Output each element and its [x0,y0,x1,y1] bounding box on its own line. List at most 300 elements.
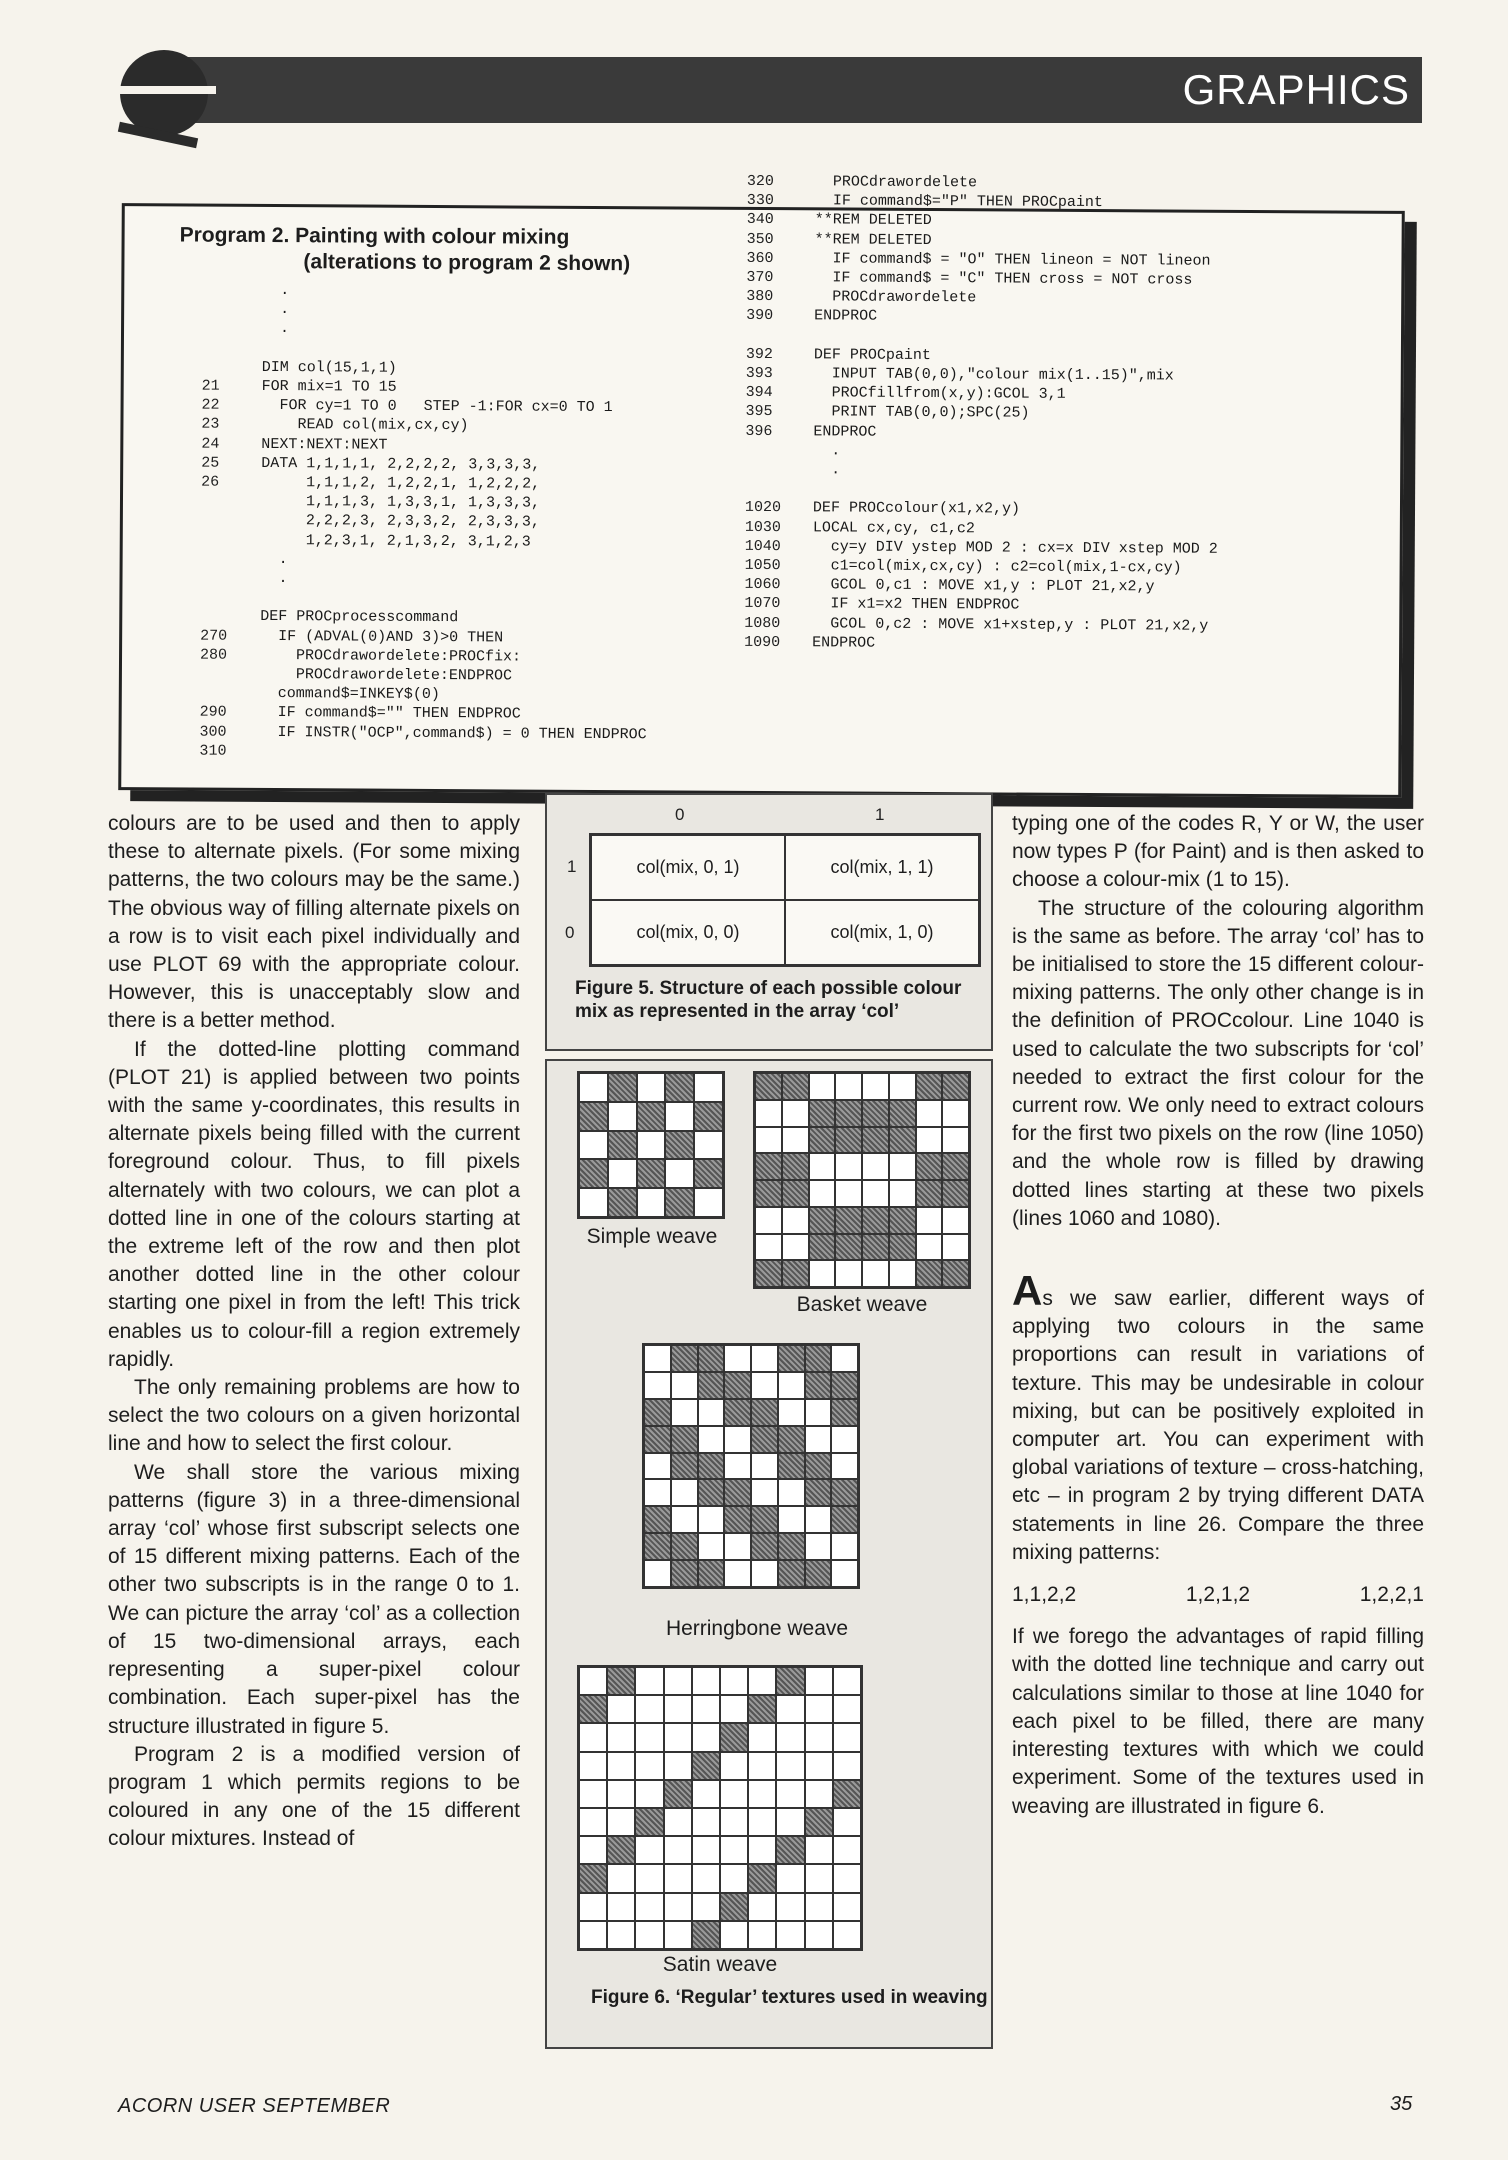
program-listing [118,172,1405,798]
fig5-col-label: 0 [675,805,685,824]
paragraph: If we forego the advantages of rapid filling with the dotted line technique and carry out calculations similar to those at line 1040 for each pixel to be filled, there are many interesting textures with which we could experiment. Some of the textures used in weaving are illustrated in figure 6. [1012,1625,1424,1818]
weave-cell [644,1426,671,1453]
weave-cell [724,1506,751,1533]
weave-cell [665,1102,694,1131]
weave-cell [748,1667,776,1695]
right-code: PROCdrawordelete IF command$="P" THEN PROCpaint **REM DELETED **REM DELETED IF command$ = "O" THEN lineon = NOT lineon IF command$ = "C" THEN cross = NOT cross PROCdrawordelete ENDPROC DEF PROCpaint INPUT TAB(0,0),"colour mix(1..15)",mix PROCfillfrom(x,y):GCOL 3,1 PRINT TAB(0,0);SPC(25) ENDPROC . . DEF PROCcolour(x1,x2,y) LOCAL cx,cy, c1,c2 cy=y DIV ystep MOD 2 : cx=x DIV xstep MOD 2 c1=col(mix,cx,cy) : c2=col(mix,1-cx,cy) GCOL 0,c1 : MOVE x1,y : PLOT 21,x2,y IF x1=x2 THEN ENDPROC GCOL 0,c2 : MOVE x1+xstep,y : PLOT 21,x2,y ENDPROC [812,173,1218,652]
program-title-sub: (alterations to program 2 shown) [303,250,631,276]
weave-cell [664,1893,692,1921]
simple-weave-label: Simple weave [586,1225,718,1248]
weave-cell [862,1073,889,1100]
weave-cell [665,1188,694,1217]
weave-cell [809,1260,836,1287]
weave-cell [916,1260,943,1287]
weave-cell [776,1667,804,1695]
weave-cell [751,1426,778,1453]
weave-cell [637,1159,666,1188]
simple-weave-pattern [577,1071,725,1219]
weave-cell [809,1100,836,1127]
left-code: . . . DIM col(15,1,1) FOR mix=1 TO 15 FOR cy=1 TO 0 STEP -1:FOR cx=0 TO 1 READ col(mix,cx,cy) NEXT:NEXT:NEXT DATA 1,1,1,1, 2,2,2,2, 3,3,3,3, 1,1,1,2, 1,2,2,1, 1,2,2,2, 1,1,1,3, 1,3,3,1, 1,3,3,3, 2,2,2,3, 2,3,3,2, 2,3,3,3, 1,2,3,1, 2,1,3,2, 3,1,2,3 . . DEF PROCprocesscommand IF (ADVAL(0)AND 3)>0 THEN PROCdrawordelete:PROCfix: PROCdrawordelete:ENDPROC command$=INKEY$(0) IF command$="" THEN ENDPROC IF INSTR("OCP",command$) = 0 THEN ENDPROC [259,281,647,743]
mix-pattern: 1,2,1,2 [1185,1583,1251,1607]
fig5-row-label: 0 [565,923,575,942]
weave-cell [778,1479,805,1506]
weave-cell [755,1234,782,1261]
weave-cell [579,1159,608,1188]
weave-cell [776,1921,804,1949]
fig5-col-label: 1 [875,805,885,824]
weave-cell [694,1131,723,1160]
weave-cell [782,1207,809,1234]
weave-cell [835,1100,862,1127]
weave-cell [607,1836,635,1864]
weave-cell [755,1153,782,1180]
weave-cell [776,1780,804,1808]
weave-cell [751,1372,778,1399]
weave-cell [720,1723,748,1751]
right-column [1012,810,1424,1821]
weave-cell [635,1836,663,1864]
fig6-caption: Figure 6. ‘Regular’ textures used in weaving [591,1987,988,2008]
weave-cell [942,1153,969,1180]
weave-cell [805,1836,833,1864]
weave-cell [671,1560,698,1587]
weave-cell [782,1127,809,1154]
weave-cell [809,1127,836,1154]
weave-cell [665,1159,694,1188]
weave-cell [782,1153,809,1180]
paragraph: Program 2 is a modified version of program 1 which permits regions to be coloured in any one of the 15 different colour mixtures. Instead of [108,1742,520,1851]
weave-cell [607,1667,635,1695]
weave-cell [635,1752,663,1780]
weave-cell [831,1506,858,1533]
weave-cell [664,1752,692,1780]
weave-cell [889,1260,916,1287]
weave-cell [833,1864,861,1892]
weave-cell [782,1260,809,1287]
weave-cell [942,1127,969,1154]
weave-cell [835,1153,862,1180]
weave-cell [607,1864,635,1892]
weave-cell [809,1153,836,1180]
weave-cell [698,1453,725,1480]
weave-cell [833,1808,861,1836]
weave-cell [644,1372,671,1399]
weave-cell [942,1180,969,1207]
weave-cell [916,1207,943,1234]
weave-cell [778,1506,805,1533]
weave-cell [698,1533,725,1560]
weave-cell [835,1180,862,1207]
weave-cell [748,1921,776,1949]
weave-cell [805,1723,833,1751]
fig5-caption: Figure 5. Structure of each possible colour mix as represented in the array ‘col’ [575,978,962,1022]
weave-cell [664,1667,692,1695]
weave-cell [637,1188,666,1217]
weave-cell [833,1780,861,1808]
weave-cell [942,1100,969,1127]
weave-cell [805,1864,833,1892]
weave-cell [579,1723,607,1751]
weave-cell [805,1453,832,1480]
weave-cell [805,1808,833,1836]
weave-cell [692,1808,720,1836]
weave-cell [831,1533,858,1560]
weave-cell [776,1723,804,1751]
weave-cell [755,1180,782,1207]
weave-cell [724,1533,751,1560]
weave-cell [889,1127,916,1154]
weave-cell [720,1695,748,1723]
weave-cell [671,1506,698,1533]
weave-cell [635,1808,663,1836]
figure-6 [545,1059,993,2049]
weave-cell [720,1808,748,1836]
paragraph-text: s we saw earlier, different ways of applying two colours in the same proportions can result in variations of texture. This may be undesirable in colour mixing, but can be positively exploited in computer art. You can experiment with global variations of texture – cross-hatching, etc – in program 2 by trying different DATA statements in line 26. Compare the three mixing patterns: [1012,1287,1424,1564]
weave-cell [833,1921,861,1949]
weave-cell [751,1453,778,1480]
weave-cell [809,1180,836,1207]
weave-cell [579,1102,608,1131]
weave-cell [748,1864,776,1892]
weave-cell [692,1921,720,1949]
weave-cell [776,1695,804,1723]
weave-cell [805,1426,832,1453]
weave-cell [831,1479,858,1506]
weave-cell [831,1560,858,1587]
weave-cell [694,1102,723,1131]
weave-cell [835,1260,862,1287]
weave-cell [579,1188,608,1217]
weave-cell [644,1479,671,1506]
figure-5 [545,793,993,1051]
weave-cell [665,1073,694,1102]
left-column [108,810,520,1854]
weave-cell [833,1723,861,1751]
weave-cell [720,1752,748,1780]
weave-cell [942,1260,969,1287]
weave-cell [692,1836,720,1864]
weave-cell [720,1667,748,1695]
weave-cell [644,1560,671,1587]
drop-cap: A [1012,1267,1043,1315]
weave-cell [782,1100,809,1127]
weave-cell [698,1479,725,1506]
weave-cell [692,1893,720,1921]
weave-cell [664,1836,692,1864]
weave-cell [833,1893,861,1921]
weave-cell [833,1695,861,1723]
weave-cell [862,1207,889,1234]
weave-cell [916,1153,943,1180]
weave-cell [805,1695,833,1723]
weave-cell [664,1723,692,1751]
weave-cell [755,1207,782,1234]
weave-cell [637,1102,666,1131]
weave-cell [755,1127,782,1154]
weave-cell [755,1100,782,1127]
weave-cell [748,1723,776,1751]
weave-cell [579,1073,608,1102]
weave-cell [831,1426,858,1453]
paragraph: If the dotted-line plotting command (PLOT 21) is applied between two points with the same y-coordinates, this results in alternate pixels being filled with the current foreground colour. Thus, to fill pixels alternately with two colours, we can plot a dotted line in one of the colours starting at the extreme left of the row and then plot another dotted line in the other colour starting one pixel in from the left! This trick enables us to colour-fill a region extremely rapidly. [108,1037,520,1371]
weave-cell [692,1780,720,1808]
weave-cell [644,1399,671,1426]
weave-cell [835,1127,862,1154]
weave-cell [671,1453,698,1480]
weave-cell [637,1131,666,1160]
weave-cell [608,1073,637,1102]
weave-cell [635,1864,663,1892]
weave-cell [720,1780,748,1808]
weave-cell [748,1808,776,1836]
weave-cell [748,1752,776,1780]
weave-cell [809,1207,836,1234]
weave-cell [776,1893,804,1921]
weave-cell [833,1667,861,1695]
weave-cell [916,1073,943,1100]
weave-cell [671,1399,698,1426]
weave-cell [671,1426,698,1453]
herringbone-weave-label: Herringbone weave [665,1617,849,1640]
weave-cell [748,1695,776,1723]
weave-cell [671,1479,698,1506]
section-title: GRAPHICS [1182,66,1410,113]
weave-cell [889,1180,916,1207]
weave-cell [724,1479,751,1506]
weave-cell [720,1921,748,1949]
weave-cell [698,1560,725,1587]
weave-cell [833,1836,861,1864]
weave-cell [809,1073,836,1100]
fig5-grid [589,833,981,967]
weave-cell [805,1752,833,1780]
weave-cell [778,1453,805,1480]
weave-cell [664,1921,692,1949]
weave-cell [664,1864,692,1892]
weave-cell [664,1695,692,1723]
weave-cell [692,1752,720,1780]
weave-cell [751,1479,778,1506]
weave-cell [755,1260,782,1287]
weave-cell [751,1506,778,1533]
weave-cell [579,1780,607,1808]
program-title [179,222,739,277]
weave-cell [720,1836,748,1864]
weave-cell [889,1100,916,1127]
weave-cell [698,1399,725,1426]
weave-cell [698,1426,725,1453]
weave-cell [635,1667,663,1695]
weave-cell [805,1533,832,1560]
weave-cell [692,1667,720,1695]
weave-cell [644,1453,671,1480]
weave-cell [644,1506,671,1533]
weave-cell [635,1921,663,1949]
weave-cell [831,1345,858,1372]
mix-pattern: 1,1,2,2 [1012,1583,1077,1607]
weave-cell [724,1345,751,1372]
weave-cell [831,1372,858,1399]
acorn-logo-stripe [112,86,216,94]
left-line-numbers: 21 22 23 24 25 26 270 280 290 300 310 [199,281,228,760]
weave-cell [831,1399,858,1426]
weave-cell [748,1893,776,1921]
weave-cell [751,1399,778,1426]
weave-cell [889,1153,916,1180]
weave-cell [692,1695,720,1723]
weave-cell [644,1345,671,1372]
weave-cell [805,1479,832,1506]
weave-cell [751,1560,778,1587]
fig5-cell: col(mix, 0, 1) [591,835,785,900]
weave-cell [607,1723,635,1751]
weave-cell [805,1399,832,1426]
weave-cell [579,1893,607,1921]
weave-cell [698,1372,725,1399]
weave-cell [862,1100,889,1127]
weave-cell [805,1345,832,1372]
weave-cell [778,1560,805,1587]
weave-cell [694,1159,723,1188]
weave-cell [805,1372,832,1399]
weave-cell [692,1864,720,1892]
weave-cell [664,1780,692,1808]
footer-magazine: ACORN USER SEPTEMBER [118,2095,391,2117]
weave-cell [778,1426,805,1453]
weave-cell [579,1667,607,1695]
weave-cell [748,1836,776,1864]
weave-cell [694,1073,723,1102]
weave-cell [755,1073,782,1100]
paragraph-dropcap [1012,1267,1424,1567]
fig5-cell: col(mix, 1, 1) [785,835,979,900]
weave-cell [724,1399,751,1426]
weave-cell [608,1188,637,1217]
weave-cell [579,1752,607,1780]
satin-weave-pattern [577,1665,863,1951]
weave-cell [579,1131,608,1160]
weave-cell [862,1234,889,1261]
mix-patterns [1012,1581,1424,1609]
weave-cell [637,1073,666,1102]
weave-cell [776,1836,804,1864]
paragraph: The only remaining problems are how to select the two colours on a given horizontal line and how to select the first colour. [108,1376,520,1456]
weave-cell [607,1752,635,1780]
weave-cell [607,1780,635,1808]
weave-cell [724,1560,751,1587]
weave-cell [916,1234,943,1261]
weave-cell [776,1752,804,1780]
page-number: 35 [1390,2093,1413,2115]
weave-cell [724,1426,751,1453]
weave-cell [805,1893,833,1921]
weave-cell [778,1345,805,1372]
weave-cell [782,1073,809,1100]
fig5-cell: col(mix, 1, 0) [785,900,979,965]
weave-cell [862,1153,889,1180]
herringbone-weave-pattern [642,1343,860,1589]
weave-cell [607,1893,635,1921]
weave-cell [835,1234,862,1261]
mix-pattern: 1,2,2,1 [1359,1583,1424,1607]
weave-cell [916,1100,943,1127]
weave-cell [835,1207,862,1234]
weave-cell [698,1345,725,1372]
weave-cell [664,1808,692,1836]
weave-cell [644,1533,671,1560]
weave-cell [724,1453,751,1480]
weave-cell [782,1180,809,1207]
program-title-main: Program 2. Painting with colour mixing [179,223,570,249]
weave-cell [862,1127,889,1154]
weave-cell [720,1893,748,1921]
weave-cell [916,1127,943,1154]
weave-cell [635,1780,663,1808]
weave-cell [579,1695,607,1723]
paragraph: colours are to be used and then to apply these to alternate pixels. (For some mixing patterns, the two colours may be the same.) The obvious way of filling alternate pixels on a row is to visit each pixel individually and use PLOT 69 with the appropriate colour. However, this is unacceptably slow and there is a better method. [108,812,520,1033]
weave-cell [862,1260,889,1287]
weave-cell [776,1808,804,1836]
weave-cell [776,1864,804,1892]
paragraph: typing one of the codes R, Y or W, the user now types P (for Paint) and is then asked to choose a colour-mix (1 to 15). [1012,812,1424,892]
weave-cell [782,1234,809,1261]
satin-weave-label: Satin weave [662,1953,778,1976]
paragraph: We shall store the various mixing patterns (figure 3) in a three-dimensional array ‘col’ whose first subscript selects one of 15 different mixing patterns. Each of the other two subscripts is in the range 0 to 1. We can picture the array ‘col’ as a collection of 15 two-dimensional arrays, each representing a super-pixel colour combination. Each super-pixel has the structure illustrated in figure 5. [108,1460,520,1738]
weave-cell [831,1453,858,1480]
weave-cell [635,1723,663,1751]
weave-cell [942,1234,969,1261]
weave-cell [579,1921,607,1949]
weave-cell [778,1399,805,1426]
basket-weave-label: Basket weave [796,1293,928,1316]
weave-cell [671,1345,698,1372]
weave-cell [805,1921,833,1949]
weave-cell [889,1073,916,1100]
fig5-cell: col(mix, 0, 0) [591,900,785,965]
weave-cell [608,1131,637,1160]
weave-cell [805,1560,832,1587]
weave-cell [805,1667,833,1695]
fig5-row-label: 1 [567,857,577,876]
weave-cell [942,1073,969,1100]
right-line-numbers: 320 330 340 350 360 370 380 390 392 393 394 395 396 1020 1030 1040 1050 1060 1070 1080 1090 [744,172,782,651]
weave-cell [692,1723,720,1751]
weave-cell [889,1234,916,1261]
weave-cell [579,1808,607,1836]
weave-cell [809,1234,836,1261]
weave-cell [607,1695,635,1723]
paragraph: The structure of the colouring algorithm is the same as before. The array ‘col’ has to be initialised to store the 15 different colour-mixing patterns. The only other change is in the definition of PROCcolour. Line 1040 is used to calculate the two subscripts for ‘col’ needed to extract the first colour for the current row. We only need to extract colours for the first two pixels on the row (line 1050) and the whole row is filled by drawing dotted lines starting at these two pixels (lines 1060 and 1080). [1012,896,1424,1230]
weave-cell [751,1533,778,1560]
weave-cell [665,1131,694,1160]
weave-cell [748,1780,776,1808]
basket-weave-pattern [753,1071,971,1289]
weave-cell [635,1695,663,1723]
weave-cell [805,1780,833,1808]
weave-cell [694,1188,723,1217]
weave-cell [720,1864,748,1892]
weave-cell [889,1207,916,1234]
weave-cell [671,1372,698,1399]
weave-cell [698,1506,725,1533]
weave-cell [579,1864,607,1892]
weave-cell [942,1207,969,1234]
weave-cell [579,1836,607,1864]
weave-cell [751,1345,778,1372]
weave-cell [724,1372,751,1399]
weave-cell [778,1372,805,1399]
weave-cell [608,1102,637,1131]
